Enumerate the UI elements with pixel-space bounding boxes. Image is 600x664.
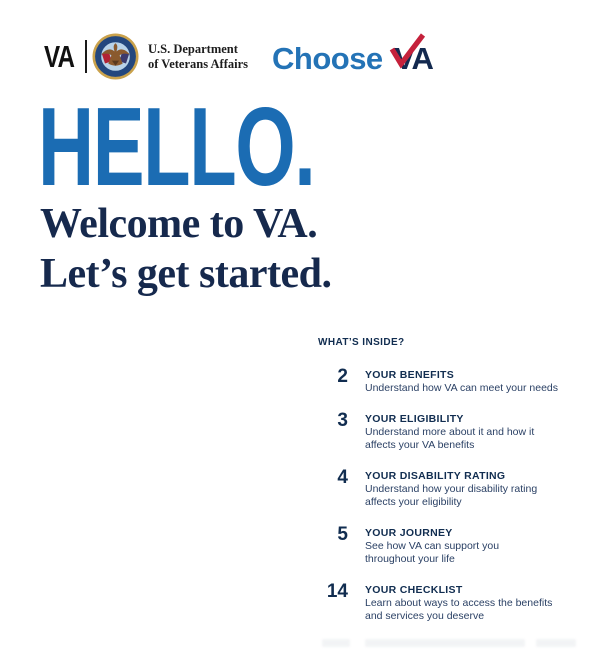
toc-item-title: YOUR DISABILITY RATING: [365, 469, 506, 482]
toc-list: [318, 368, 568, 640]
toc-page-number: 2: [337, 366, 348, 387]
toc-item-title: YOUR CHECKLIST: [365, 583, 463, 596]
toc-item-description: Understand more about it and how it affects your VA benefits: [365, 425, 535, 451]
toc-item-text: [348, 526, 499, 567]
toc-item-eligibility[interactable]: [318, 409, 568, 453]
toc-item-journey[interactable]: [318, 523, 568, 567]
hello-headline: HELLO.: [38, 85, 315, 209]
department-name-line1: U.S. Department: [148, 42, 238, 56]
logo-divider: [85, 40, 87, 73]
toc-page-number: 14: [326, 580, 348, 602]
toc-item-description: Understand how VA can meet your needs: [365, 382, 559, 394]
toc-item-text: [348, 412, 534, 453]
toc-item-title: YOUR JOURNEY: [365, 526, 453, 539]
department-name-line2: of Veterans Affairs: [148, 56, 248, 71]
va-wordmark: VA: [44, 39, 75, 74]
choose-va-logo: [272, 39, 433, 79]
choose-wordmark: Choose: [272, 41, 383, 76]
toc-item-description: Understand how your disability rating affects your eligibility: [365, 482, 538, 508]
choose-va-letters: VA: [394, 41, 433, 76]
toc-item-disability-rating[interactable]: [318, 466, 568, 510]
toc-item-description: Learn about ways to access the benefits and services you deserve: [365, 596, 553, 622]
toc-item-text: [348, 583, 552, 624]
toc-item-title: YOUR ELIGIBILITY: [365, 412, 464, 425]
toc-page-number: 3: [337, 409, 348, 431]
choose-va-mark: [394, 43, 433, 74]
welcome-line-2: Let’s get started.: [40, 251, 332, 297]
toc-item-checklist[interactable]: [318, 580, 568, 624]
toc-item-benefits[interactable]: [318, 368, 568, 396]
toc-item-description: See how VA can support you throughout your life: [365, 539, 500, 565]
welcome-line-1: Welcome to VA.: [40, 201, 318, 247]
faded-bar: [322, 639, 350, 647]
welcome-heading: [40, 199, 332, 299]
toc-item-text: [348, 368, 558, 396]
faded-bar: [536, 639, 576, 647]
va-seal-icon: [92, 33, 139, 80]
toc-item-text: [348, 469, 537, 510]
department-name: [148, 42, 248, 71]
whats-inside-heading: WHAT’S INSIDE?: [318, 337, 405, 348]
faded-bar: [365, 639, 525, 647]
toc-page-number: 4: [337, 466, 348, 488]
toc-page-number: 5: [337, 523, 348, 545]
toc-item-title: YOUR BENEFITS: [365, 369, 455, 381]
